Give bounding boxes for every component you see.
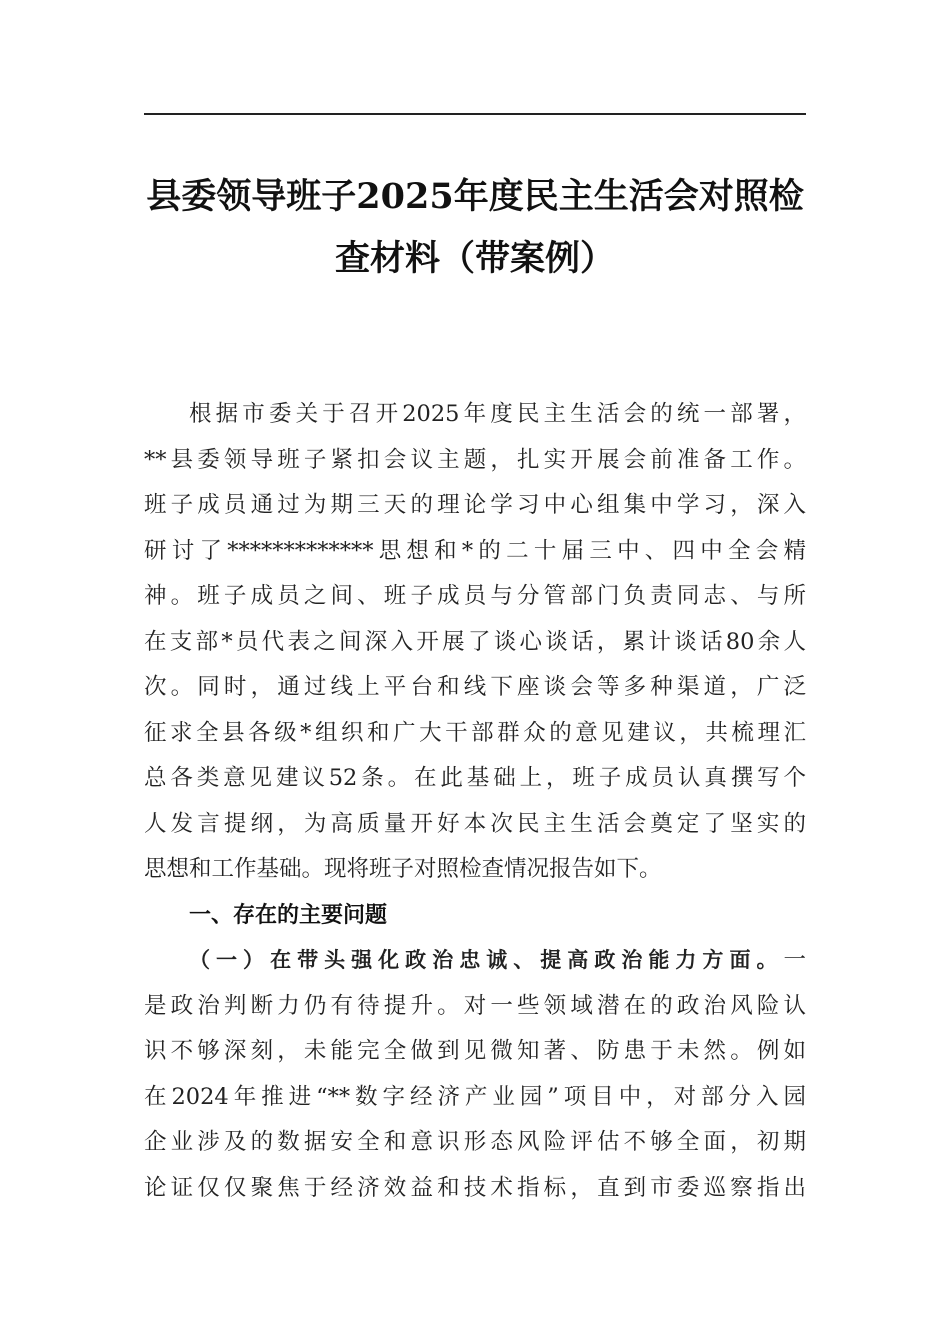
intro-line: 根据市委关于召开2025年度民主生活会的统一部署， — [189, 401, 806, 427]
intro-line: 研讨了*************思想和*的二十届三中、四中全会精 — [144, 537, 806, 564]
intro-line: 思想和工作基础。现将班子对照检查情况报告如下。 — [144, 856, 662, 882]
subsection-line: 企业涉及的数据安全和意识形态风险评估不够全面，初期 — [144, 1129, 806, 1155]
subsection-line: 论证仅仅聚焦于经济效益和技术指标，直到市委巡察指出 — [144, 1174, 806, 1201]
header-rule — [144, 113, 806, 115]
subsection-first-line — [144, 938, 806, 984]
subsection-first-tail: 一 — [783, 947, 806, 973]
intro-line: 人发言提纲，为高质量开好本次民主生活会奠定了坚实的 — [144, 810, 806, 837]
intro-line: 在支部*员代表之间深入开展了谈心谈话，累计谈话80余人 — [144, 628, 806, 655]
intro-line: 总各类意见建议52条。在此基础上，班子成员认真撰写个 — [144, 765, 806, 791]
title-line-2: 查材料（带案例） — [334, 238, 615, 279]
subsection-line: 识不够深刻，未能完全做到见微知著、防患于未然。例如 — [144, 1038, 806, 1064]
intro-line: 班子成员通过为期三天的理论学习中心组集中学习，深入 — [144, 492, 806, 518]
document-title — [144, 166, 806, 290]
intro-line: 神。班子成员之间、班子成员与分管部门负责同志、与所 — [144, 583, 806, 609]
subsection-line: 是政治判断力仍有待提升。对一些领域潜在的政治风险认 — [144, 992, 806, 1019]
intro-line: 次。同时，通过线上平台和线下座谈会等多种渠道，广泛 — [144, 674, 806, 700]
title-line-1: 县委领导班子2025年度民主生活会对照检 — [146, 176, 804, 217]
intro-line: **县委领导班子紧扣会议主题，扎实开展会前准备工作。 — [144, 446, 806, 473]
subsection-label: （一）在带头强化政治忠诚、提高政治能力方面。 — [189, 948, 784, 972]
document-body — [144, 392, 806, 1211]
subsection-line: 在2024年推进“**数字经济产业园”项目中，对部分入园 — [144, 1083, 806, 1110]
section-heading: 一、存在的主要问题 — [189, 902, 388, 928]
intro-line: 征求全县各级*组织和广大干部群众的意见建议，共梳理汇 — [144, 719, 806, 746]
